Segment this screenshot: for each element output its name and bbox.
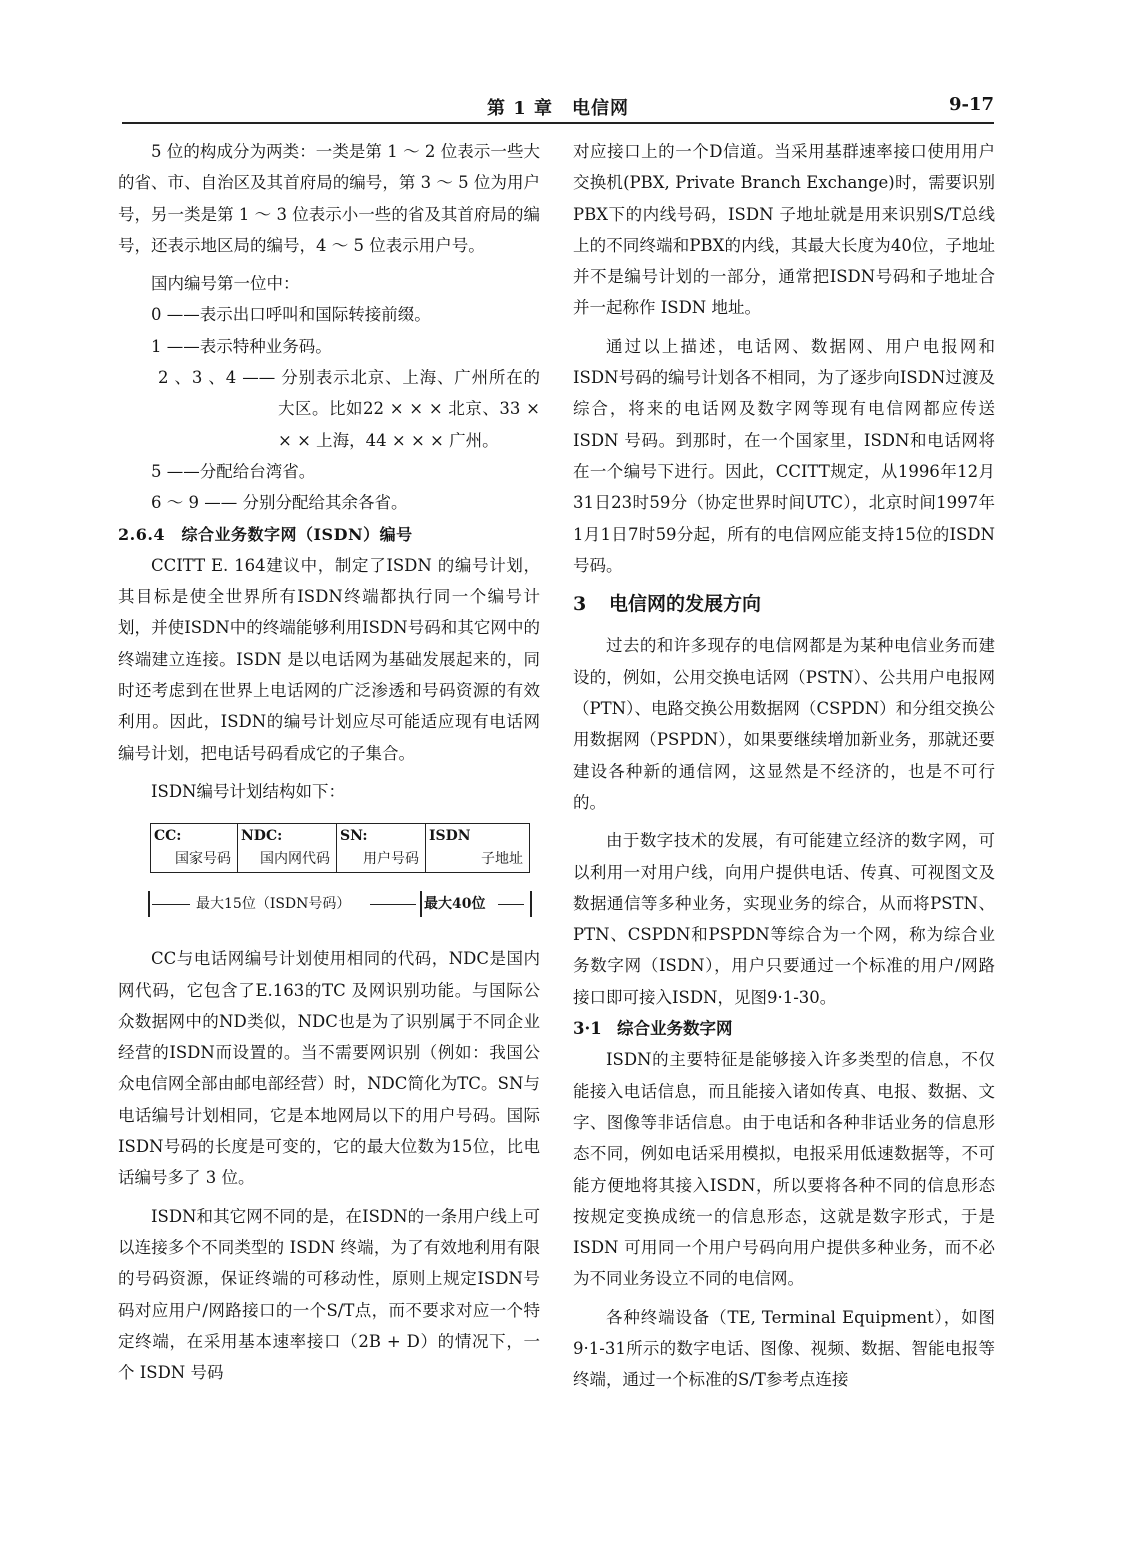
field-code: ISDN [429, 828, 471, 845]
paragraph: CC与电话网编号计划使用相同的代码，NDC是国内网代码，它包含了E.163的TC 及网识别功能。与国际公众数据网中的ND类似，NDC也是为了识别属于不同企业经营的ISDN而设置的。当不需要网识别（例如：我国公众电信网全部由邮电部经营）时，NDC简化为TC。SN与电话编号计划相同，它是本地网局以下的用户号码。国际 ISDN号码的长度是可变的，它的最大位数为15位，比电话编号多了 3 位。 [118, 949, 540, 1188]
paragraph: CCITT E. 164建议中，制定了ISDN 的编号计划，其目标是使全世界所有ISDN终端都执行同一个编号计划，并使ISDN中的终端能够利用ISDN号码和其它网中的终端建立连接。ISDN 是以电话网为基础发展起来的，同时还考虑到在世界上电话网的广泛渗透和号码资源的有效利用。因此，ISDN的编号计划应尽可能适应现有电话网编号计划，把电话号码看成它的子集合。 [118, 555, 540, 763]
paragraph: 国内编号第一位中： [151, 274, 300, 294]
subsection-title: 综合业务数字网 [617, 1019, 733, 1039]
isdn-number-length-label: 最大15位（ISDN号码） [196, 896, 351, 913]
field-sn [337, 824, 426, 872]
field-code: SN: [340, 828, 368, 845]
paragraph: 通过以上描述，电话网、数据网、用户电报网和ISDN号码的编号计划各不相同，为了逐步向ISDN过渡及综合，将来的电话网及数字网等现有电信网都应传送ISDN 号码。到那时，在一个国家里，ISDN和电话网将在一个编号下进行。因此，CCITT规定，从1996年12月31日23时59分（协定世界时间UTC），北京时间1997年1月1日7时59分起，所有的电信网应能支持15位的ISDN号码。 [573, 336, 995, 575]
span-arrow [370, 904, 416, 905]
span-boundary [530, 891, 532, 917]
span-arrow [152, 904, 190, 905]
paragraph: 由于数字技术的发展，有可能建立经济的数字网，可以利用一对用户线，向用户提供电话、传真、可视图文及数据通信等多种业务，实现业务的综合，从而将PSTN、PTN、CSPDN和PSPDN等综合为一个网，称为综合业务数字网（ISDN），用户只要通过一个标准的用户/网路接口即可接入ISDN，见图9·1-30。 [573, 831, 995, 1007]
field-ndc [238, 824, 337, 872]
list-item: 1 ——表示特种业务码。 [151, 336, 332, 356]
field-name: 国内网代码 [260, 851, 330, 868]
section-heading [573, 589, 995, 620]
field-name: 国家号码 [175, 851, 231, 868]
left-column [118, 136, 540, 1388]
paragraph: 5 位的构成分为两类：一类是第 1 ～ 2 位表示一些大的省、市、自治区及其首府局的编号，第 3 ～ 5 位为用户号，另一类是第 1 ～ 3 位表示小一些的省及其首府局的编号，还表示地区局的编号，4 ～ 5 位表示用户号。 [118, 142, 540, 255]
span-boundary [420, 891, 422, 917]
field-cc [151, 824, 238, 872]
field-code: CC: [154, 828, 182, 845]
subsection-heading [573, 1013, 995, 1044]
section-title: 电信网的发展方向 [609, 593, 762, 616]
field-subaddress [426, 824, 529, 872]
length-span-row [148, 889, 532, 919]
paragraph: 各种终端设备（TE, Terminal Equipment），如图9·1-31所示的数字电话、图像、视频、数据、智能电报等终端，通过一个标准的S/T参考点连接 [573, 1307, 995, 1390]
list-item: 2 、3 、4 —— 分别表示北京、上海、广州所在的大区。比如22 × × × 北京、33 × × × 上海，44 × × × 广州。 [158, 368, 540, 450]
right-column [573, 136, 995, 1396]
list-item: 6 ～ 9 —— 分别分配给其余各省。 [151, 493, 408, 513]
span-arrow [498, 904, 524, 905]
paragraph: 过去的和许多现存的电信网都是为某种电信业务而建设的，例如，公用交换电话网（PSTN）、公共用户电报网（PTN）、电路交换公用数据网（CSPDN）和分组交换公用数据网（PSPDN），如果要继续增加新业务，那就还要建设各种新的通信网，这显然是不经济的，也是不可行的。 [573, 636, 995, 812]
paragraph: ISDN编号计划结构如下： [151, 781, 345, 801]
span-boundary [148, 891, 150, 917]
field-code: NDC: [241, 828, 283, 845]
chapter-title: 第 1 章 电信网 [486, 98, 630, 119]
page-header [122, 92, 994, 122]
list-item: 0 ——表示出口呼叫和国际转接前缀。 [151, 305, 431, 325]
header-rule [122, 122, 994, 124]
section-number: 3 [573, 593, 587, 616]
subsection-number: 3·1 [573, 1019, 602, 1039]
paragraph: ISDN的主要特征是能够接入许多类型的信息，不仅能接入电话信息，而且能接入诸如传真、电报、数据、文字、图像等非话信息。由于电话和各种非话业务的信息形态不同，例如电话采用模拟，电报采用低速数据等，不可能方便地将其接入ISDN，所以要将各种不同的信息形态按规定变换成统一的信息形态，这就是数字形式，于是 ISDN 可用同一个用户号码向用户提供多种业务，而不必为不同业务设立不同的电信网。 [573, 1050, 995, 1289]
subaddress-length-label: 最大40位 [424, 896, 486, 913]
number-field-row [150, 823, 530, 873]
paragraph: 对应接口上的一个D信道。当采用基群速率接口使用用户交换机(PBX, Private Branch Exchange)时，需要识别PBX下的内线号码，ISDN 子地址就是用来识别S/T总线上的不同终端和PBX的内线，其最大长度为40位，子地址并不是编号计划的一部分，通常把ISDN号码和子地址合并一起称作 ISDN 地址。 [573, 142, 995, 318]
field-name: 用户号码 [363, 851, 419, 868]
page-number: 9-17 [948, 94, 994, 115]
list-item: 5 ——分配给台湾省。 [151, 461, 316, 481]
subsection-heading: 2.6.4 综合业务数字网（ISDN）编号 [118, 524, 413, 544]
field-name: 子地址 [481, 851, 523, 868]
paragraph: ISDN和其它网不同的是，在ISDN的一条用户线上可以连接多个不同类型的 ISDN 终端，为了有效地利用有限的号码资源，保证终端的可移动性，原则上规定ISDN号码对应用户/网路接口的一个S/T点，而不要求对应一个特定终端，在采用基本速率接口（2B + D）的情况下，一个 ISDN 号码 [118, 1206, 540, 1383]
isdn-number-structure-diagram [118, 823, 540, 919]
